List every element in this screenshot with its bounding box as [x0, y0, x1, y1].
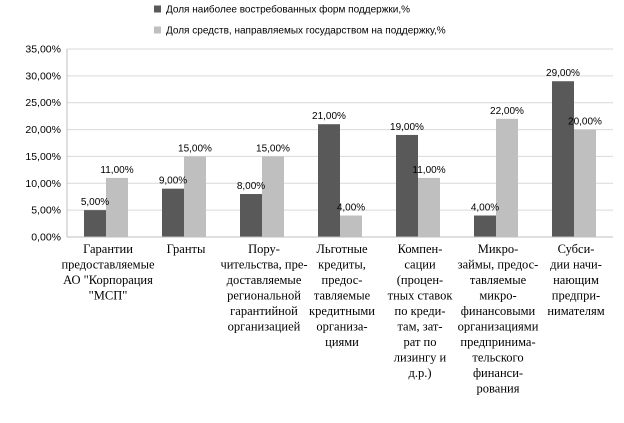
data-labels	[81, 68, 602, 213]
bar-series1-cat7	[552, 81, 574, 237]
bar-series2-cat2	[184, 156, 206, 237]
legend-label-1: Доля наиболее востребованных форм поддержки,%	[166, 4, 411, 16]
bar-series1-cat3	[240, 194, 262, 237]
bar-series2-cat6	[496, 119, 518, 237]
y-tick-label: 25,00%	[25, 97, 61, 110]
data-label-series2-cat6: 22,00%	[490, 105, 524, 117]
data-label-series2-cat5: 11,00%	[412, 164, 446, 176]
x-category-label-2: Гранты	[166, 242, 206, 256]
data-label-series1-cat3: 8,00%	[236, 181, 266, 193]
y-tick-label: 5,00%	[31, 204, 61, 217]
data-label-series1-cat7: 29,00%	[546, 68, 580, 80]
x-category-label-4: Льготные кредиты, предос-тавляемые кредитными организа-циями	[309, 242, 375, 349]
legend-swatch-2	[154, 27, 161, 34]
bar-series2-cat7	[574, 130, 596, 237]
data-label-series2-cat1: 11,00%	[100, 164, 134, 176]
bar-series1-cat1	[84, 210, 106, 237]
data-label-series1-cat4: 21,00%	[312, 111, 346, 123]
bar-series2-cat3	[262, 156, 284, 237]
x-axis	[61, 237, 613, 396]
data-label-series1-cat6: 4,00%	[470, 202, 500, 214]
bar-series1-cat4	[318, 124, 340, 237]
y-tick-label: 20,00%	[25, 124, 61, 137]
bars	[84, 81, 596, 237]
y-tick-label: 15,00%	[25, 150, 61, 163]
bar-series1-cat6	[474, 216, 496, 237]
data-label-series2-cat3: 15,00%	[256, 143, 290, 155]
legend-swatch-1	[154, 6, 161, 13]
y-tick-label: 10,00%	[25, 177, 61, 190]
data-label-series1-cat2: 9,00%	[158, 175, 188, 187]
bar-series2-cat4	[340, 216, 362, 237]
x-category-label-5: Компен-сации (процен-тных ставок по креди-там, зат-рат по лизингу и д.р.)	[387, 242, 453, 380]
data-label-series2-cat4: 4,00%	[336, 202, 366, 214]
bar-series2-cat5	[418, 178, 440, 237]
y-tick-label: 0,00%	[31, 231, 61, 244]
x-category-label-3: Пору-чительства, пре-доставляемые региональной гарантийной организацией	[220, 242, 308, 334]
x-category-label-6: Микро-займы, предос-тавляемые микро-финансовыми организациями предпринима-тельского финанси-рования	[457, 242, 539, 396]
bar-series2-cat1	[106, 178, 128, 237]
bar-series1-cat5	[396, 135, 418, 237]
y-axis	[25, 44, 67, 244]
data-label-series2-cat7: 20,00%	[568, 116, 602, 128]
legend-label-2: Доля средств, направляемых государством на поддержку,%	[166, 25, 446, 37]
data-label-series1-cat1: 5,00%	[80, 197, 110, 209]
x-category-label-1: Гарантии предоставляемые АО "Корпорация "МСП"	[61, 242, 155, 303]
y-tick-label: 30,00%	[25, 70, 61, 83]
legend	[154, 4, 446, 37]
y-tick-label: 35,00%	[25, 43, 61, 56]
bar-series1-cat2	[162, 189, 184, 237]
x-category-label-7: Субси-дии начи-нающим предпри-нимателям	[547, 242, 605, 318]
data-label-series2-cat2: 15,00%	[178, 143, 212, 155]
data-label-series1-cat5: 19,00%	[390, 121, 424, 133]
